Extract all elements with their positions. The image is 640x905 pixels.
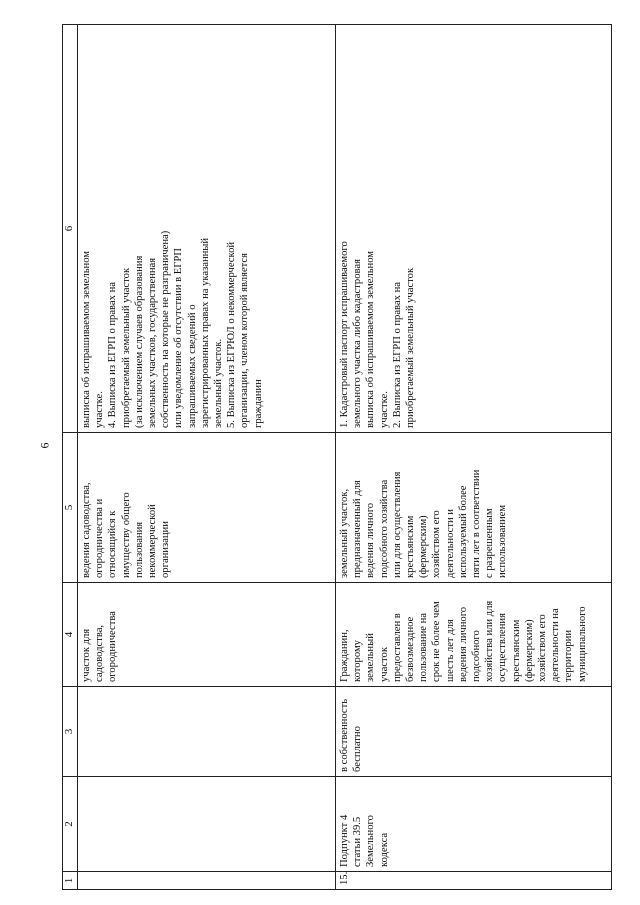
land-plot-cell: ведения садоводства, огородничества и относящийся к имуществу общего пользования некоммерческой организации: [78, 433, 336, 583]
column-header-5: 5: [63, 433, 78, 583]
column-header-6: 6: [63, 25, 78, 433]
column-header-4: 4: [63, 583, 78, 687]
header-row: [63, 25, 78, 890]
land-documents-table: [62, 24, 612, 890]
legal-basis-cell: [78, 777, 336, 872]
table-row: [78, 25, 336, 890]
documents-cell: 1. Кадастровый паспорт испрашиваемого земельного участка либо кадастровая выписка об испрашиваемом земельном участке. 2. Выписка из ЕГРП о правах на приобретаемый земельный участок: [336, 25, 612, 433]
rotated-page: [62, 25, 612, 890]
applicant-cell: участок для садоводства, огородничества: [78, 583, 336, 687]
right-type-cell: в собственность бесплатно: [336, 687, 612, 777]
page-number: 6: [37, 442, 52, 449]
column-header-2: 2: [63, 777, 78, 872]
column-header-1: 1: [63, 872, 78, 890]
documents-cell: выписка об испрашиваемом земельном участке. 4. Выписка из ЕГРП о правах на приобретаемый земельный участок (за исключением случаев образования земельных участков, государственная собственность на которые не разграничена) или уведомление об отсутствии в ЕГРП запрашиваемых сведений о зарегистрированных правах на указанный земельный участок. 5. Выписка из ЕГРЮЛ о некоммерческой организации, членом которой является гражданин: [78, 25, 336, 433]
row-number-cell: 15.: [336, 872, 612, 890]
right-type-cell: [78, 687, 336, 777]
table-row: [336, 25, 612, 890]
land-plot-cell: земельный участок, предназначенный для ведения личного подсобного хозяйства или для осуществления крестьянским (фермерским) хозяйством его деятельности и используемый более пяти лет в соответствии с разрешенным использованием: [336, 433, 612, 583]
row-number-cell: [78, 872, 336, 890]
applicant-cell: Гражданин, которому земельный участок предоставлен в безвозмездное пользование на срок не более чем шесть лет для ведения личного подсобного хозяйства или для осуществления крестьянским (фермерским) хозяйством его деятельности на территории муниципального: [336, 583, 612, 687]
column-header-3: 3: [63, 687, 78, 777]
legal-basis-cell: Подпункт 4 статьи 39.5 Земельного кодекса: [336, 777, 612, 872]
